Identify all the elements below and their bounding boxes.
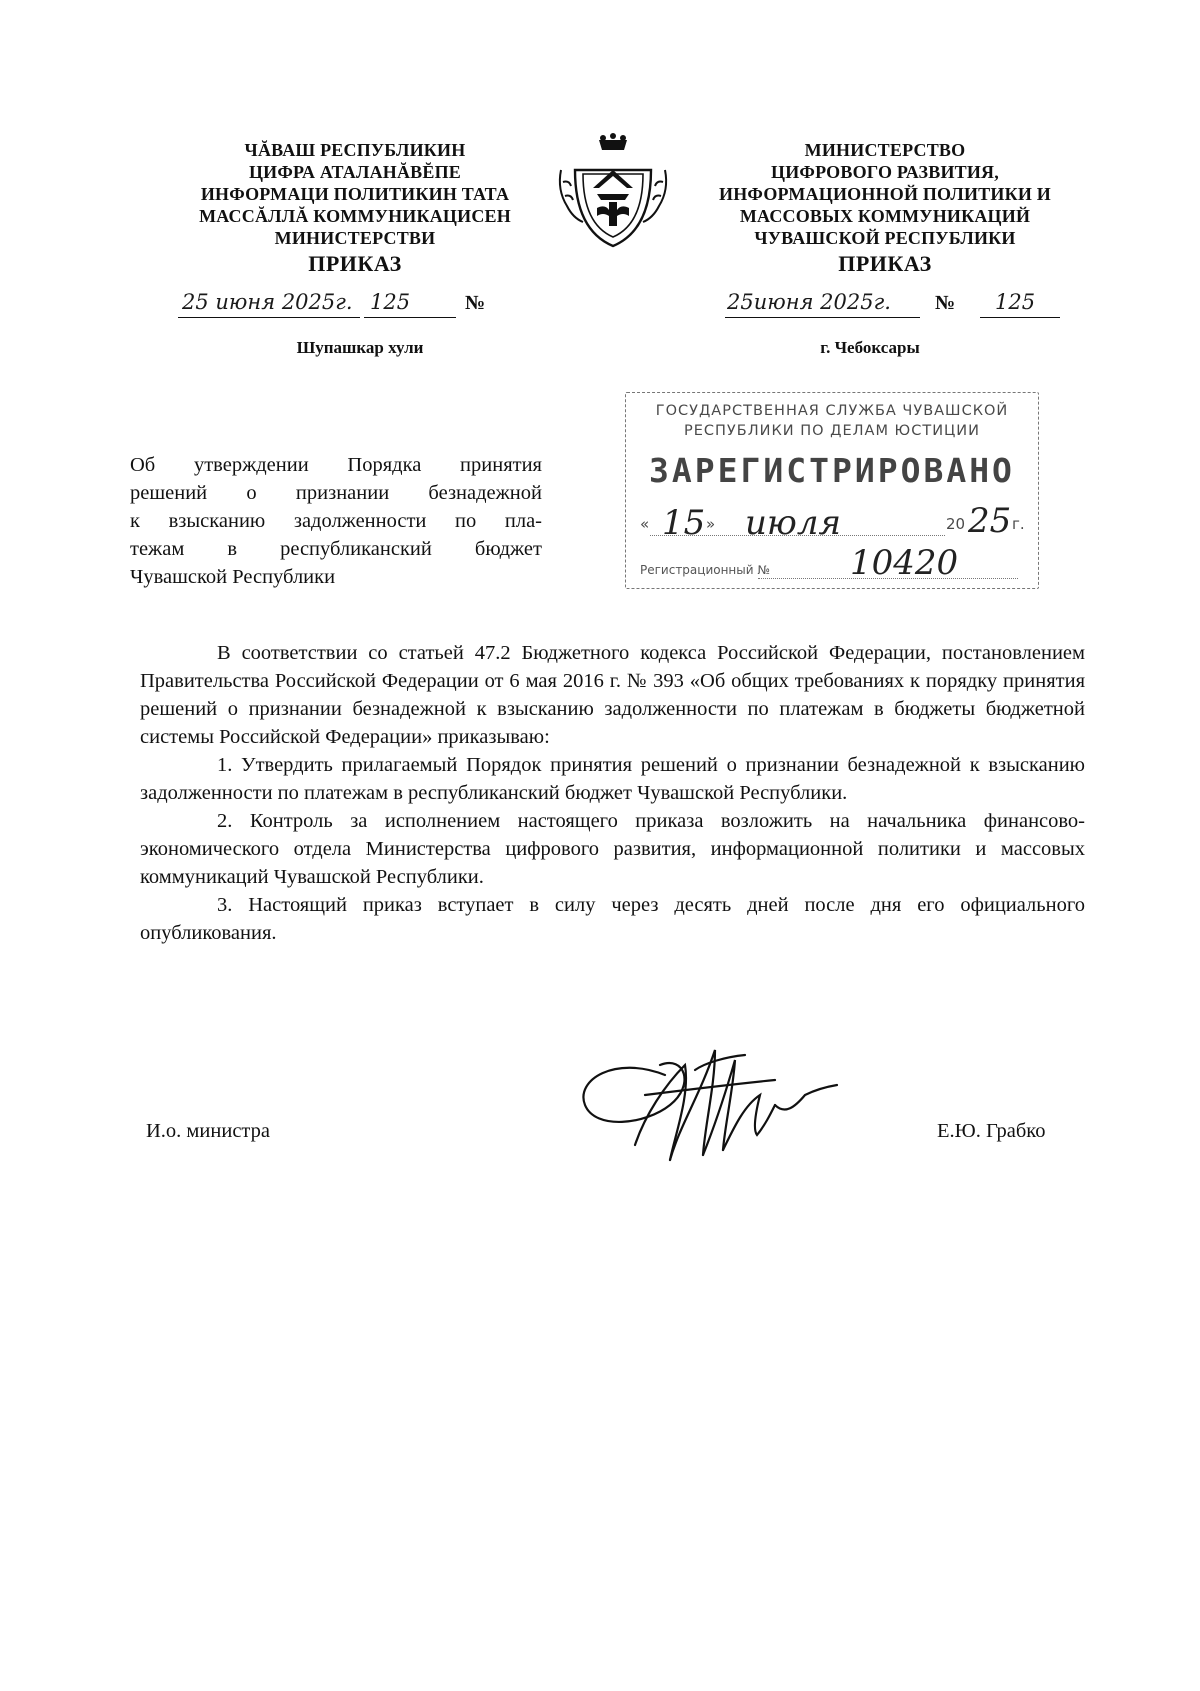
header-right-line: МИНИСТЕРСТВО — [804, 140, 966, 160]
order-title-left: ПРИКАЗ — [308, 251, 402, 276]
subject-line: Об утверждении Порядка принятия — [130, 454, 542, 476]
place-right: г. Чебоксары — [820, 338, 920, 357]
stamp-reg-label: Регистрационный № — [640, 563, 770, 577]
stamp-year-handwritten: 25 — [968, 501, 1012, 541]
stamp-agency-line: ГОСУДАРСТВЕННАЯ СЛУЖБА ЧУВАШСКОЙ — [655, 403, 1009, 419]
signer-role: И.о. министра — [146, 1120, 270, 1142]
stamp-agency — [626, 401, 1038, 441]
signer-name: Е.Ю. Грабко — [937, 1120, 1046, 1142]
number-sign-left: № — [465, 292, 486, 314]
handwritten-date-right: 25июня 2025г. — [727, 290, 891, 314]
handwritten-signature — [575, 1035, 840, 1175]
order-title-right: ПРИКАЗ — [838, 251, 932, 276]
header-left — [160, 139, 550, 275]
header-left-line: ЧĂВАШ РЕСПУБЛИКИН — [244, 140, 466, 160]
subject-line: Чувашской Республики — [130, 566, 336, 588]
stamp-year-suffix: г. — [1012, 515, 1025, 533]
stamp-date — [640, 501, 1025, 543]
coat-of-arms-emblem — [553, 130, 673, 252]
stamp-day-handwritten: 15 — [662, 503, 706, 543]
header-right — [695, 139, 1075, 275]
body-paragraph-item-2: 2. Контроль за исполнением настоящего приказа возложить на начальника финансово-экономического отдела Министерства цифрового развития, информационной политики и массовых коммуникаций Чувашской Республики. — [140, 810, 1085, 888]
place-left: Шупашкар хули — [296, 338, 424, 357]
body-paragraph-item-1: 1. Утвердить прилагаемый Порядок принятия решений о признании безнадежной к взысканию задолженности по платежам в республиканский бюджет Чувашской Республики. — [140, 754, 1085, 804]
header-right-line: МАССОВЫХ КОММУНИКАЦИЙ — [739, 206, 1031, 226]
stamp-status: ЗАРЕГИСТРИРОВАНО — [649, 451, 1015, 490]
stamp-registration — [640, 543, 1025, 583]
header-left-line: МИНИСТЕРСТВИ — [274, 228, 436, 248]
header-left-line: ЦИФРА АТАЛАНĂВĔПЕ — [248, 162, 461, 182]
header-left-line: ИНФОРМАЦИ ПОЛИТИКИН ТАТА — [200, 184, 510, 204]
stamp-agency-line: РЕСПУБЛИКИ ПО ДЕЛАМ ЮСТИЦИИ — [683, 423, 980, 439]
handwritten-number-left: 125 — [370, 290, 411, 314]
handwritten-number-right: 125 — [995, 290, 1036, 314]
stamp-year-prefix: 20 — [946, 515, 966, 533]
number-sign-right: № — [935, 292, 956, 314]
order-date-line-left — [178, 290, 488, 320]
header-right-line: ЦИФРОВОГО РАЗВИТИЯ, — [771, 162, 999, 182]
body-paragraph-item-3: 3. Настоящий приказ вступает в силу через десять дней после дня его официального опубликования. — [140, 894, 1085, 944]
stamp-quote-open: « — [640, 515, 650, 533]
subject-line: к взысканию задолженности по пла- — [130, 510, 542, 532]
registration-stamp — [625, 392, 1039, 589]
order-body — [140, 639, 1085, 947]
handwritten-date-left: 25 июня 2025г. — [182, 290, 353, 314]
header-right-line: ЧУВАШСКОЙ РЕСПУБЛИКИ — [754, 228, 1016, 248]
stamp-quote-close: » — [706, 515, 716, 533]
order-date-line-right — [725, 290, 1060, 320]
header-right-line: ИНФОРМАЦИОННОЙ ПОЛИТИКИ И — [719, 184, 1051, 204]
stamp-reg-number-handwritten: 10420 — [850, 543, 959, 583]
subject-line: решений о признании безнадежной — [130, 482, 542, 504]
header-left-line: МАССĂЛЛĂ КОММУНИКАЦИСЕН — [199, 206, 511, 226]
stamp-month-handwritten: июля — [745, 503, 841, 543]
body-paragraph-preamble: В соответствии со статьей 47.2 Бюджетного кодекса Российской Федерации, постановлением Правительства Российской Федерации от 6 мая 2016 г. № 393 «Об общих требованиях к порядку принятия решений о признании безнадежной к взысканию задолженности по платежам в бюджеты бюджетной системы Российской Федерации» приказываю: — [140, 642, 1085, 748]
order-subject — [130, 451, 542, 591]
subject-line: тежам в республиканский бюджет — [130, 538, 542, 560]
